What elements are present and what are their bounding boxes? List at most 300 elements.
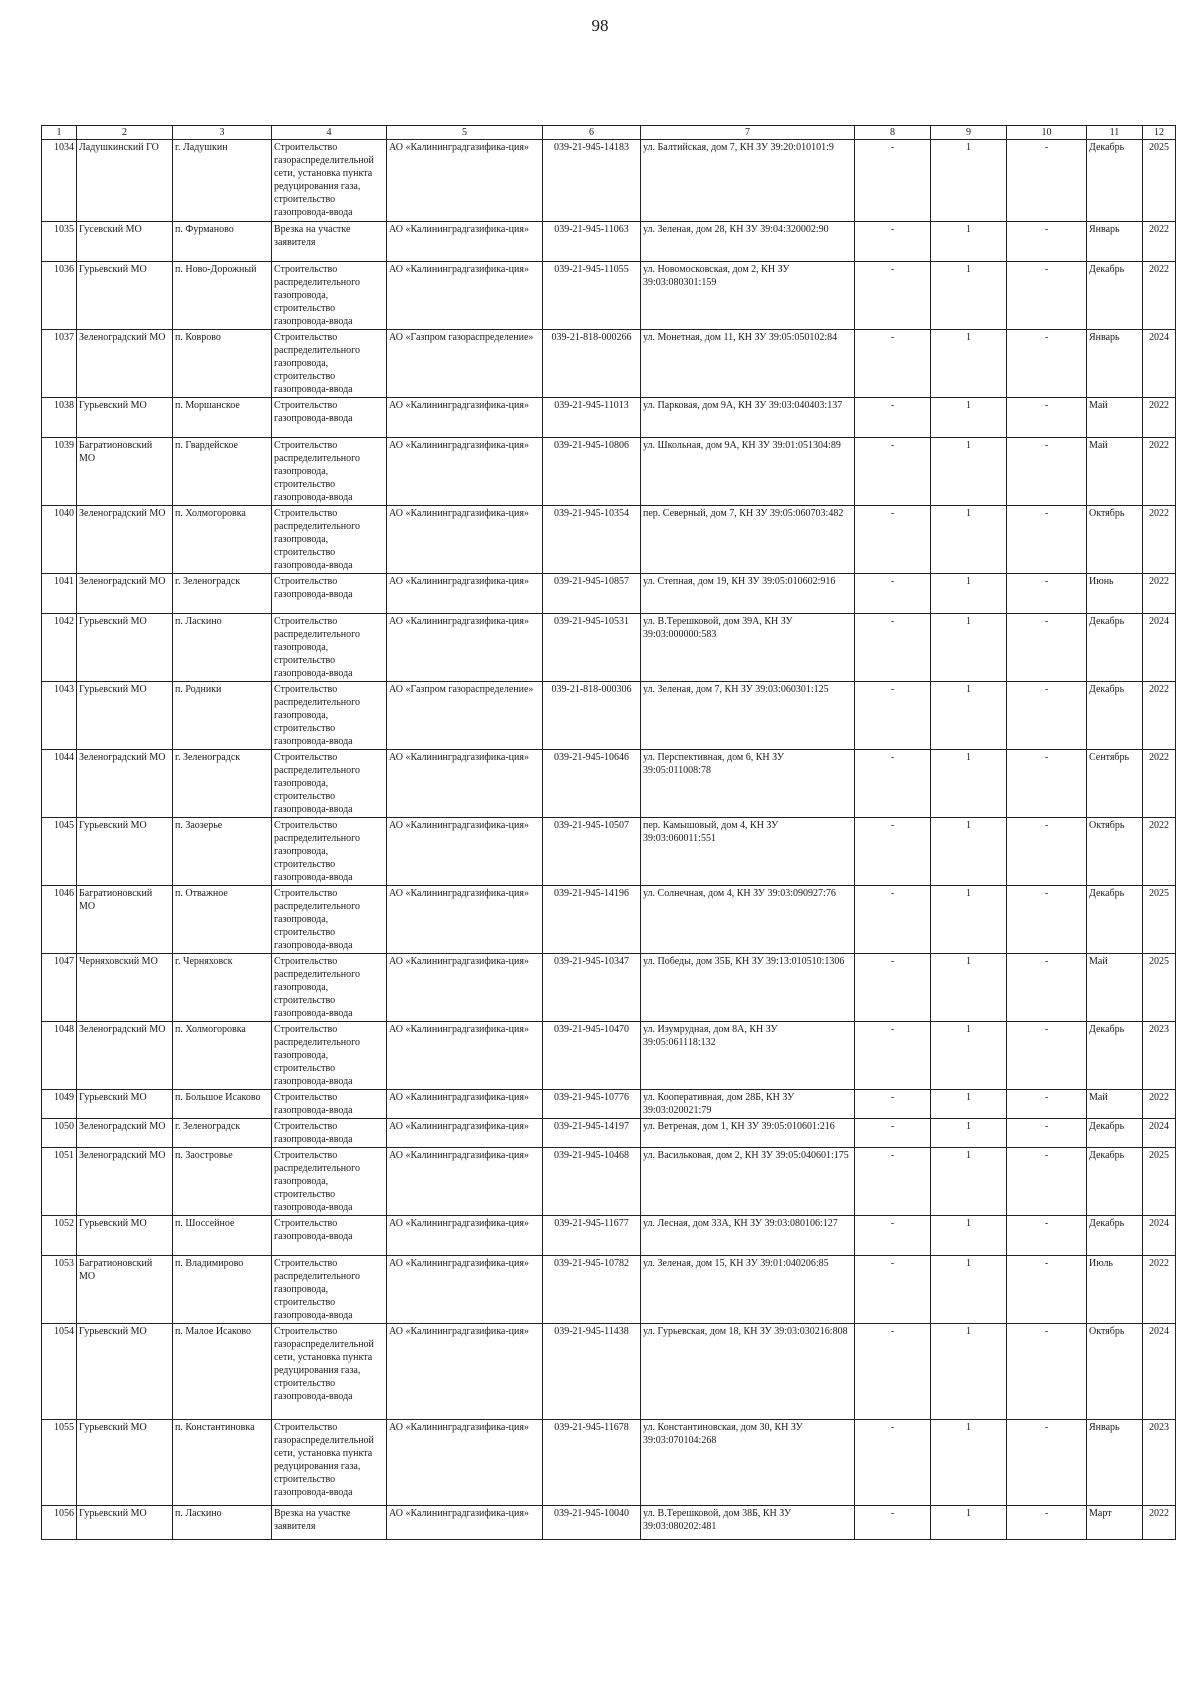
municipality-cell: Гурьевский МО [77, 1324, 173, 1420]
column-8-value-cell: - [855, 1148, 931, 1216]
column-9-value-cell: 1 [931, 1148, 1007, 1216]
organization-cell: АО «Калининградгазифика-ция» [387, 398, 543, 438]
application-number-cell: 039-21-945-10507 [543, 818, 641, 886]
work-type-cell: Врезка на участке заявителя [272, 222, 387, 262]
municipality-cell: Гурьевский МО [77, 1216, 173, 1256]
work-type-cell: Строительство распределительного газопровода, строительство газопровода-ввода [272, 750, 387, 818]
column-9-value-cell: 1 [931, 438, 1007, 506]
locality-cell: п. Фурманово [173, 222, 272, 262]
deadline-year-cell: 2022 [1143, 574, 1176, 614]
column-10-value-cell: - [1007, 614, 1087, 682]
column-header-12: 12 [1143, 126, 1176, 140]
organization-cell: АО «Калининградгазифика-ция» [387, 222, 543, 262]
column-header-9: 9 [931, 126, 1007, 140]
deadline-year-cell: 2023 [1143, 1420, 1176, 1506]
work-type-cell: Строительство газопровода-ввода [272, 398, 387, 438]
organization-cell: АО «Калининградгазифика-ция» [387, 1022, 543, 1090]
page-number: 98 [591, 16, 609, 35]
municipality-cell: Гурьевский МО [77, 1506, 173, 1540]
municipality-cell: Гурьевский МО [77, 398, 173, 438]
column-10-value-cell: - [1007, 222, 1087, 262]
locality-cell: п. Отважное [173, 886, 272, 954]
municipality-cell: Багратионовский МО [77, 438, 173, 506]
deadline-year-cell: 2023 [1143, 1022, 1176, 1090]
column-8-value-cell: - [855, 886, 931, 954]
application-number-cell: 039-21-818-000266 [543, 330, 641, 398]
municipality-cell: Зеленоградский МО [77, 506, 173, 574]
column-9-value-cell: 1 [931, 682, 1007, 750]
column-10-value-cell: - [1007, 886, 1087, 954]
column-10-value-cell: - [1007, 398, 1087, 438]
address-cadastral-cell: ул. Константиновская, дом 30, КН ЗУ 39:03:070104:268 [641, 1420, 855, 1506]
deadline-year-cell: 2024 [1143, 330, 1176, 398]
table-row [42, 398, 1176, 438]
column-10-value-cell: - [1007, 1324, 1087, 1420]
application-number-cell: 039-21-945-10857 [543, 574, 641, 614]
organization-cell: АО «Калининградгазифика-ция» [387, 1148, 543, 1216]
locality-cell: п. Холмогоровка [173, 506, 272, 574]
address-cadastral-cell: ул. Гурьевская, дом 18, КН ЗУ 39:03:030216:808 [641, 1324, 855, 1420]
table-row [42, 1420, 1176, 1506]
organization-cell: АО «Калининградгазифика-ция» [387, 614, 543, 682]
column-8-value-cell: - [855, 574, 931, 614]
organization-cell: АО «Калининградгазифика-ция» [387, 954, 543, 1022]
column-10-value-cell: - [1007, 506, 1087, 574]
row-number-cell: 1044 [42, 750, 77, 818]
organization-cell: АО «Калининградгазифика-ция» [387, 1324, 543, 1420]
address-cadastral-cell: ул. Кооперативная, дом 28Б, КН ЗУ 39:03:020021:79 [641, 1090, 855, 1119]
organization-cell: АО «Калининградгазифика-ция» [387, 140, 543, 222]
row-number-cell: 1038 [42, 398, 77, 438]
municipality-cell: Гурьевский МО [77, 614, 173, 682]
municipality-cell: Гурьевский МО [77, 818, 173, 886]
deadline-month-cell: Март [1087, 1506, 1143, 1540]
application-number-cell: 039-21-818-000306 [543, 682, 641, 750]
deadline-year-cell: 2025 [1143, 140, 1176, 222]
municipality-cell: Гурьевский МО [77, 1420, 173, 1506]
municipality-cell: Черняховский МО [77, 954, 173, 1022]
table-row [42, 1148, 1176, 1216]
organization-cell: АО «Калининградгазифика-ция» [387, 1420, 543, 1506]
column-header-1: 1 [42, 126, 77, 140]
locality-cell: п. Холмогоровка [173, 1022, 272, 1090]
locality-cell: г. Зеленоградск [173, 1119, 272, 1148]
table-row [42, 1216, 1176, 1256]
work-type-cell: Строительство распределительного газопровода, строительство газопровода-ввода [272, 1022, 387, 1090]
application-number-cell: 039-21-945-11438 [543, 1324, 641, 1420]
locality-cell: п. Константиновка [173, 1420, 272, 1506]
column-9-value-cell: 1 [931, 614, 1007, 682]
table-body [42, 140, 1176, 1540]
deadline-month-cell: Октябрь [1087, 818, 1143, 886]
work-type-cell: Строительство распределительного газопровода, строительство газопровода-ввода [272, 614, 387, 682]
address-cadastral-cell: ул. Степная, дом 19, КН ЗУ 39:05:010602:916 [641, 574, 855, 614]
deadline-month-cell: Май [1087, 438, 1143, 506]
application-number-cell: 039-21-945-10776 [543, 1090, 641, 1119]
deadline-month-cell: Сентябрь [1087, 750, 1143, 818]
row-number-cell: 1045 [42, 818, 77, 886]
locality-cell: п. Заозерье [173, 818, 272, 886]
address-cadastral-cell: ул. Зеленая, дом 15, КН ЗУ 39:01:040206:85 [641, 1256, 855, 1324]
column-9-value-cell: 1 [931, 574, 1007, 614]
deadline-month-cell: Декабрь [1087, 886, 1143, 954]
application-number-cell: 039-21-945-10347 [543, 954, 641, 1022]
deadline-month-cell: Октябрь [1087, 506, 1143, 574]
column-9-value-cell: 1 [931, 886, 1007, 954]
locality-cell: г. Зеленоградск [173, 750, 272, 818]
column-8-value-cell: - [855, 954, 931, 1022]
row-number-cell: 1042 [42, 614, 77, 682]
row-number-cell: 1053 [42, 1256, 77, 1324]
locality-cell: г. Черняховск [173, 954, 272, 1022]
deadline-year-cell: 2022 [1143, 438, 1176, 506]
deadline-month-cell: Май [1087, 954, 1143, 1022]
municipality-cell: Ладушкинский ГО [77, 140, 173, 222]
application-number-cell: 039-21-945-14183 [543, 140, 641, 222]
deadline-month-cell: Декабрь [1087, 1022, 1143, 1090]
address-cadastral-cell: ул. Школьная, дом 9А, КН ЗУ 39:01:051304:89 [641, 438, 855, 506]
column-9-value-cell: 1 [931, 750, 1007, 818]
organization-cell: АО «Калининградгазифика-ция» [387, 262, 543, 330]
table-row [42, 506, 1176, 574]
column-8-value-cell: - [855, 1022, 931, 1090]
column-10-value-cell: - [1007, 1420, 1087, 1506]
table-row [42, 222, 1176, 262]
column-10-value-cell: - [1007, 1148, 1087, 1216]
column-9-value-cell: 1 [931, 1022, 1007, 1090]
column-9-value-cell: 1 [931, 1324, 1007, 1420]
column-9-value-cell: 1 [931, 818, 1007, 886]
column-10-value-cell: - [1007, 438, 1087, 506]
organization-cell: АО «Калининградгазифика-ция» [387, 818, 543, 886]
column-header-2: 2 [77, 126, 173, 140]
deadline-year-cell: 2025 [1143, 886, 1176, 954]
organization-cell: АО «Калининградгазифика-ция» [387, 1256, 543, 1324]
work-type-cell: Строительство газораспределительной сети, установка пункта редуцирования газа, строительство газопровода-ввода [272, 140, 387, 222]
row-number-cell: 1043 [42, 682, 77, 750]
column-9-value-cell: 1 [931, 1420, 1007, 1506]
table-row [42, 262, 1176, 330]
deadline-month-cell: Декабрь [1087, 1216, 1143, 1256]
table-row [42, 750, 1176, 818]
work-type-cell: Строительство газораспределительной сети, установка пункта редуцирования газа, строительство газопровода-ввода [272, 1420, 387, 1506]
column-9-value-cell: 1 [931, 222, 1007, 262]
column-10-value-cell: - [1007, 1256, 1087, 1324]
deadline-month-cell: Май [1087, 398, 1143, 438]
municipality-cell: Багратионовский МО [77, 886, 173, 954]
application-number-cell: 039-21-945-10646 [543, 750, 641, 818]
municipality-cell: Зеленоградский МО [77, 330, 173, 398]
column-10-value-cell: - [1007, 330, 1087, 398]
table-row [42, 1324, 1176, 1420]
application-number-cell: 039-21-945-10468 [543, 1148, 641, 1216]
deadline-year-cell: 2024 [1143, 1119, 1176, 1148]
municipality-cell: Гурьевский МО [77, 682, 173, 750]
row-number-cell: 1047 [42, 954, 77, 1022]
row-number-cell: 1034 [42, 140, 77, 222]
application-number-cell: 039-21-945-11678 [543, 1420, 641, 1506]
column-10-value-cell: - [1007, 262, 1087, 330]
column-8-value-cell: - [855, 1324, 931, 1420]
column-8-value-cell: - [855, 506, 931, 574]
deadline-year-cell: 2022 [1143, 506, 1176, 574]
address-cadastral-cell: ул. Ветреная, дом 1, КН ЗУ 39:05:010601:216 [641, 1119, 855, 1148]
column-10-value-cell: - [1007, 574, 1087, 614]
row-number-cell: 1036 [42, 262, 77, 330]
organization-cell: АО «Калининградгазифика-ция» [387, 886, 543, 954]
table-row [42, 438, 1176, 506]
deadline-month-cell: Январь [1087, 222, 1143, 262]
locality-cell: г. Ладушкин [173, 140, 272, 222]
column-8-value-cell: - [855, 438, 931, 506]
organization-cell: АО «Калининградгазифика-ция» [387, 1506, 543, 1540]
deadline-month-cell: Январь [1087, 330, 1143, 398]
column-9-value-cell: 1 [931, 954, 1007, 1022]
municipality-cell: Зеленоградский МО [77, 1022, 173, 1090]
column-10-value-cell: - [1007, 1090, 1087, 1119]
table-row [42, 1506, 1176, 1540]
column-header-8: 8 [855, 126, 931, 140]
column-8-value-cell: - [855, 262, 931, 330]
column-10-value-cell: - [1007, 818, 1087, 886]
row-number-cell: 1041 [42, 574, 77, 614]
column-8-value-cell: - [855, 750, 931, 818]
column-10-value-cell: - [1007, 1506, 1087, 1540]
municipality-cell: Зеленоградский МО [77, 750, 173, 818]
column-8-value-cell: - [855, 1119, 931, 1148]
address-cadastral-cell: пер. Северный, дом 7, КН ЗУ 39:05:060703:482 [641, 506, 855, 574]
locality-cell: п. Родники [173, 682, 272, 750]
municipality-cell: Гурьевский МО [77, 262, 173, 330]
work-type-cell: Строительство распределительного газопровода, строительство газопровода-ввода [272, 262, 387, 330]
column-10-value-cell: - [1007, 140, 1087, 222]
municipality-cell: Гурьевский МО [77, 1090, 173, 1119]
column-header-3: 3 [173, 126, 272, 140]
work-type-cell: Строительство газопровода-ввода [272, 1119, 387, 1148]
application-number-cell: 039-21-945-10531 [543, 614, 641, 682]
column-8-value-cell: - [855, 818, 931, 886]
table-row [42, 954, 1176, 1022]
work-type-cell: Строительство газопровода-ввода [272, 1090, 387, 1119]
column-9-value-cell: 1 [931, 398, 1007, 438]
table-row [42, 574, 1176, 614]
row-number-cell: 1037 [42, 330, 77, 398]
application-number-cell: 039-21-945-10782 [543, 1256, 641, 1324]
application-number-cell: 039-21-945-11055 [543, 262, 641, 330]
locality-cell: п. Коврово [173, 330, 272, 398]
column-9-value-cell: 1 [931, 330, 1007, 398]
deadline-month-cell: Декабрь [1087, 1119, 1143, 1148]
address-cadastral-cell: ул. Зеленая, дом 28, КН ЗУ 39:04:320002:90 [641, 222, 855, 262]
address-cadastral-cell: ул. Лесная, дом 33А, КН ЗУ 39:03:080106:127 [641, 1216, 855, 1256]
deadline-year-cell: 2022 [1143, 818, 1176, 886]
application-number-cell: 039-21-945-11063 [543, 222, 641, 262]
column-10-value-cell: - [1007, 1119, 1087, 1148]
column-8-value-cell: - [855, 330, 931, 398]
column-8-value-cell: - [855, 1090, 931, 1119]
deadline-year-cell: 2022 [1143, 262, 1176, 330]
column-header-6: 6 [543, 126, 641, 140]
application-number-cell: 039-21-945-11013 [543, 398, 641, 438]
column-number-row [42, 126, 1176, 140]
application-number-cell: 039-21-945-10470 [543, 1022, 641, 1090]
column-8-value-cell: - [855, 1216, 931, 1256]
row-number-cell: 1035 [42, 222, 77, 262]
column-8-value-cell: - [855, 682, 931, 750]
application-number-cell: 039-21-945-14196 [543, 886, 641, 954]
deadline-year-cell: 2022 [1143, 1256, 1176, 1324]
column-8-value-cell: - [855, 140, 931, 222]
column-9-value-cell: 1 [931, 1216, 1007, 1256]
locality-cell: п. Ласкино [173, 1506, 272, 1540]
locality-cell: п. Гвардейское [173, 438, 272, 506]
row-number-cell: 1048 [42, 1022, 77, 1090]
column-header-4: 4 [272, 126, 387, 140]
address-cadastral-cell: ул. Перспективная, дом 6, КН ЗУ 39:05:011008:78 [641, 750, 855, 818]
deadline-month-cell: Декабрь [1087, 262, 1143, 330]
organization-cell: АО «Калининградгазифика-ция» [387, 750, 543, 818]
address-cadastral-cell: ул. В.Терешковой, дом 38Б, КН ЗУ 39:03:080202:481 [641, 1506, 855, 1540]
table-row [42, 140, 1176, 222]
row-number-cell: 1051 [42, 1148, 77, 1216]
work-type-cell: Строительство распределительного газопровода, строительство газопровода-ввода [272, 1256, 387, 1324]
column-8-value-cell: - [855, 1506, 931, 1540]
municipality-cell: Зеленоградский МО [77, 574, 173, 614]
row-number-cell: 1052 [42, 1216, 77, 1256]
locality-cell: п. Шоссейное [173, 1216, 272, 1256]
table-row [42, 1090, 1176, 1119]
registry-table [41, 125, 1176, 1540]
work-type-cell: Строительство распределительного газопровода, строительство газопровода-ввода [272, 438, 387, 506]
address-cadastral-cell: ул. В.Терешковой, дом 39А, КН ЗУ 39:03:000000:583 [641, 614, 855, 682]
municipality-cell: Зеленоградский МО [77, 1119, 173, 1148]
table-row [42, 1256, 1176, 1324]
deadline-month-cell: Октябрь [1087, 1324, 1143, 1420]
column-9-value-cell: 1 [931, 140, 1007, 222]
address-cadastral-cell: ул. Победы, дом 35Б, КН ЗУ 39:13:010510:1306 [641, 954, 855, 1022]
municipality-cell: Зеленоградский МО [77, 1148, 173, 1216]
organization-cell: АО «Калининградгазифика-ция» [387, 574, 543, 614]
row-number-cell: 1050 [42, 1119, 77, 1148]
locality-cell: п. Владимирово [173, 1256, 272, 1324]
column-9-value-cell: 1 [931, 262, 1007, 330]
deadline-year-cell: 2025 [1143, 954, 1176, 1022]
application-number-cell: 039-21-945-10354 [543, 506, 641, 574]
deadline-month-cell: Декабрь [1087, 140, 1143, 222]
column-9-value-cell: 1 [931, 1119, 1007, 1148]
work-type-cell: Строительство распределительного газопровода, строительство газопровода-ввода [272, 1148, 387, 1216]
work-type-cell: Строительство распределительного газопровода, строительство газопровода-ввода [272, 954, 387, 1022]
deadline-year-cell: 2022 [1143, 1090, 1176, 1119]
locality-cell: п. Ласкино [173, 614, 272, 682]
row-number-cell: 1056 [42, 1506, 77, 1540]
deadline-month-cell: Июнь [1087, 574, 1143, 614]
column-10-value-cell: - [1007, 682, 1087, 750]
column-10-value-cell: - [1007, 750, 1087, 818]
column-10-value-cell: - [1007, 954, 1087, 1022]
deadline-year-cell: 2022 [1143, 222, 1176, 262]
row-number-cell: 1039 [42, 438, 77, 506]
address-cadastral-cell: ул. Парковая, дом 9А, КН ЗУ 39:03:040403:137 [641, 398, 855, 438]
deadline-year-cell: 2024 [1143, 614, 1176, 682]
organization-cell: АО «Калининградгазифика-ция» [387, 438, 543, 506]
address-cadastral-cell: ул. Зеленая, дом 7, КН ЗУ 39:03:060301:125 [641, 682, 855, 750]
application-number-cell: 039-21-945-10806 [543, 438, 641, 506]
column-8-value-cell: - [855, 614, 931, 682]
work-type-cell: Строительство газопровода-ввода [272, 1216, 387, 1256]
deadline-year-cell: 2024 [1143, 1216, 1176, 1256]
work-type-cell: Строительство распределительного газопровода, строительство газопровода-ввода [272, 330, 387, 398]
locality-cell: п. Малое Исаково [173, 1324, 272, 1420]
row-number-cell: 1046 [42, 886, 77, 954]
row-number-cell: 1055 [42, 1420, 77, 1506]
column-8-value-cell: - [855, 222, 931, 262]
table-row [42, 1022, 1176, 1090]
address-cadastral-cell: ул. Васильковая, дом 2, КН ЗУ 39:05:040601:175 [641, 1148, 855, 1216]
work-type-cell: Строительство газопровода-ввода [272, 574, 387, 614]
address-cadastral-cell: ул. Солнечная, дом 4, КН ЗУ 39:03:090927:76 [641, 886, 855, 954]
application-number-cell: 039-21-945-11677 [543, 1216, 641, 1256]
organization-cell: АО «Газпром газораспределение» [387, 330, 543, 398]
row-number-cell: 1049 [42, 1090, 77, 1119]
municipality-cell: Гусевский МО [77, 222, 173, 262]
column-10-value-cell: - [1007, 1216, 1087, 1256]
row-number-cell: 1054 [42, 1324, 77, 1420]
row-number-cell: 1040 [42, 506, 77, 574]
table-row [42, 1119, 1176, 1148]
column-8-value-cell: - [855, 1256, 931, 1324]
column-10-value-cell: - [1007, 1022, 1087, 1090]
deadline-year-cell: 2022 [1143, 750, 1176, 818]
table-row [42, 818, 1176, 886]
locality-cell: п. Моршанское [173, 398, 272, 438]
organization-cell: АО «Газпром газораспределение» [387, 682, 543, 750]
application-number-cell: 039-21-945-14197 [543, 1119, 641, 1148]
column-9-value-cell: 1 [931, 1506, 1007, 1540]
application-number-cell: 039-21-945-10040 [543, 1506, 641, 1540]
table-row [42, 682, 1176, 750]
work-type-cell: Строительство распределительного газопровода, строительство газопровода-ввода [272, 506, 387, 574]
work-type-cell: Строительство распределительного газопровода, строительство газопровода-ввода [272, 886, 387, 954]
column-header-10: 10 [1007, 126, 1087, 140]
locality-cell: п. Заостровье [173, 1148, 272, 1216]
locality-cell: п. Ново-Дорожный [173, 262, 272, 330]
address-cadastral-cell: ул. Балтийская, дом 7, КН ЗУ 39:20:010101:9 [641, 140, 855, 222]
column-header-11: 11 [1087, 126, 1143, 140]
column-header-5: 5 [387, 126, 543, 140]
column-9-value-cell: 1 [931, 506, 1007, 574]
address-cadastral-cell: ул. Новомосковская, дом 2, КН ЗУ 39:03:080301:159 [641, 262, 855, 330]
column-9-value-cell: 1 [931, 1090, 1007, 1119]
locality-cell: г. Зеленоградск [173, 574, 272, 614]
municipality-cell: Багратионовский МО [77, 1256, 173, 1324]
work-type-cell: Строительство газораспределительной сети, установка пункта редуцирования газа, строительство газопровода-ввода [272, 1324, 387, 1420]
work-type-cell: Строительство распределительного газопровода, строительство газопровода-ввода [272, 682, 387, 750]
table-row [42, 886, 1176, 954]
deadline-month-cell: Июль [1087, 1256, 1143, 1324]
column-header-7: 7 [641, 126, 855, 140]
column-8-value-cell: - [855, 398, 931, 438]
locality-cell: п. Большое Исаково [173, 1090, 272, 1119]
deadline-year-cell: 2024 [1143, 1324, 1176, 1420]
deadline-year-cell: 2025 [1143, 1148, 1176, 1216]
deadline-year-cell: 2022 [1143, 398, 1176, 438]
deadline-month-cell: Декабрь [1087, 682, 1143, 750]
deadline-month-cell: Январь [1087, 1420, 1143, 1506]
work-type-cell: Врезка на участке заявителя [272, 1506, 387, 1540]
deadline-month-cell: Май [1087, 1090, 1143, 1119]
address-cadastral-cell: пер. Камышовый, дом 4, КН ЗУ 39:03:060011:551 [641, 818, 855, 886]
